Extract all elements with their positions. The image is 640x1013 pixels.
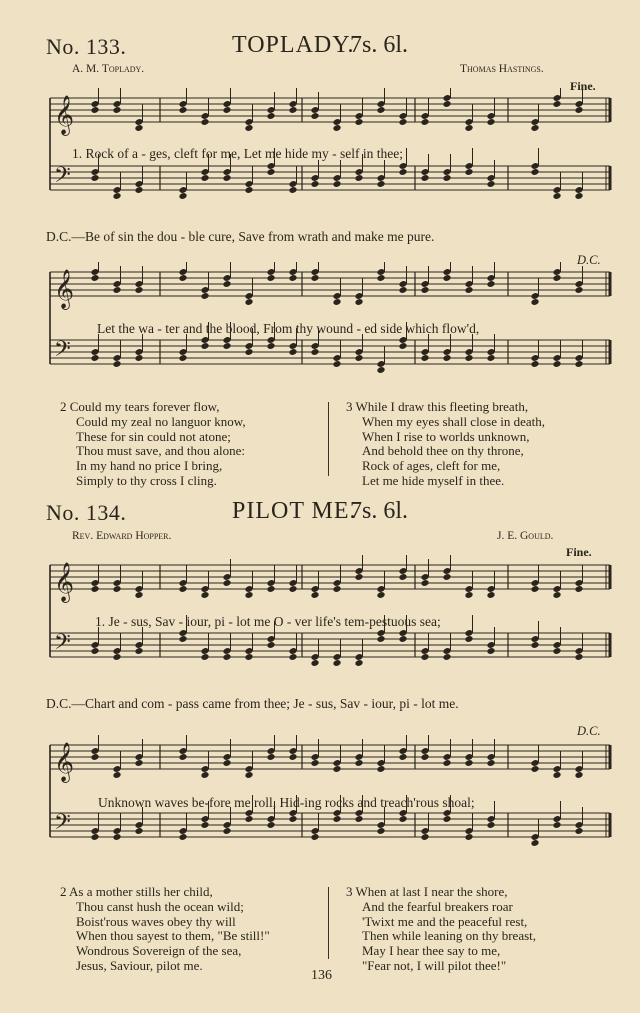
verse-divider xyxy=(328,402,329,476)
notehead xyxy=(420,579,429,587)
notehead xyxy=(442,354,451,362)
notehead xyxy=(530,168,539,176)
notehead xyxy=(112,833,121,841)
notehead xyxy=(354,354,363,362)
notehead xyxy=(244,298,253,306)
notehead xyxy=(266,585,275,593)
notehead xyxy=(200,591,209,599)
notehead xyxy=(134,647,143,655)
verse-line: "Fear not, I will pilot thee!" xyxy=(362,957,507,973)
notehead xyxy=(376,591,385,599)
hymn-133-fine: Fine. xyxy=(570,79,596,93)
notehead xyxy=(178,354,187,362)
notehead xyxy=(310,348,319,356)
notehead xyxy=(244,653,253,661)
notehead xyxy=(464,833,473,841)
notehead xyxy=(266,112,275,120)
verse-line: And behold thee on thy throne, xyxy=(362,443,524,459)
notehead xyxy=(222,827,231,835)
notehead xyxy=(530,765,539,773)
notehead xyxy=(90,753,99,761)
verse-line: When thou sayest to them, "Be still!" xyxy=(76,928,270,944)
hymn-133-verse-3 xyxy=(346,400,545,489)
notehead xyxy=(354,118,363,126)
notehead xyxy=(178,106,187,114)
notehead xyxy=(530,585,539,593)
hymn-134-lyric-dc: D.C.—Chart and com - pass came from thee; Je - sus, Sav - iour, pi - lot me. xyxy=(46,696,459,711)
notehead xyxy=(112,360,121,368)
notehead xyxy=(398,342,407,350)
notehead xyxy=(398,118,407,126)
notehead xyxy=(354,659,363,667)
hymn-133-lyric-2: Let the wa - ter and the blood, From thy wound - ed side which flow'd, xyxy=(97,321,480,336)
notehead xyxy=(266,274,275,282)
notehead xyxy=(486,759,495,767)
notehead xyxy=(90,833,99,841)
verse-line: Boist'rous waves obey thy will xyxy=(76,913,236,929)
notehead xyxy=(420,286,429,294)
notehead xyxy=(134,759,143,767)
notehead xyxy=(178,753,187,761)
notehead xyxy=(464,759,473,767)
notehead xyxy=(178,192,187,200)
notehead xyxy=(222,106,231,114)
verse-line: Jesus, Saviour, pilot me. xyxy=(76,957,203,973)
verse-line: Then while leaning on thy breast, xyxy=(362,928,537,944)
verse-line: And the fearful breakers roar xyxy=(362,898,513,914)
notehead xyxy=(398,753,407,761)
notehead xyxy=(288,274,297,282)
hymn-133-author: A. M. Toplady. xyxy=(72,63,145,75)
notehead xyxy=(442,100,451,108)
notehead xyxy=(530,124,539,132)
notehead xyxy=(398,168,407,176)
notehead xyxy=(574,771,583,779)
notehead xyxy=(530,360,539,368)
hymn-134-fine: Fine. xyxy=(566,545,592,559)
notehead xyxy=(178,585,187,593)
notehead xyxy=(288,585,297,593)
notehead xyxy=(288,186,297,194)
verse-line: These for sin could not atone; xyxy=(76,428,231,444)
notehead xyxy=(574,192,583,200)
notehead xyxy=(244,124,253,132)
notehead xyxy=(112,585,121,593)
notehead xyxy=(90,354,99,362)
notehead xyxy=(420,174,429,182)
notehead xyxy=(288,653,297,661)
notehead xyxy=(398,635,407,643)
notehead xyxy=(222,280,231,288)
notehead xyxy=(442,174,451,182)
verse-line: In my hand no price I bring, xyxy=(76,458,223,474)
hymn-133-composer: Thomas Hastings. xyxy=(460,63,544,75)
hymn-134-lyric-2: Unknown waves be-fore me roll, Hid-ing rocks and treach'rous shoal; xyxy=(98,795,475,810)
notehead xyxy=(200,342,209,350)
notehead xyxy=(442,815,451,823)
page-number: 136 xyxy=(311,968,332,983)
verse-line: 3 While I draw this fleeting breath, xyxy=(346,399,529,414)
verse-line: 2 As a mother stills her child, xyxy=(60,884,213,899)
notehead xyxy=(530,298,539,306)
notehead xyxy=(310,659,319,667)
notehead xyxy=(442,759,451,767)
notehead xyxy=(552,647,561,655)
notehead xyxy=(288,348,297,356)
notehead xyxy=(574,827,583,835)
notehead xyxy=(486,118,495,126)
notehead xyxy=(310,759,319,767)
notehead xyxy=(552,274,561,282)
notehead xyxy=(332,815,341,823)
hymn-133-verse-2 xyxy=(60,400,246,489)
notehead xyxy=(486,280,495,288)
verse-line: 'Twixt me and the peaceful rest, xyxy=(362,913,528,929)
notehead xyxy=(398,573,407,581)
hymn-134-meter: 7s. 6l. xyxy=(350,498,409,524)
notehead xyxy=(464,591,473,599)
notehead xyxy=(134,124,143,132)
notehead xyxy=(310,180,319,188)
verse-divider xyxy=(328,887,329,959)
hymn-134-verse-3 xyxy=(346,885,536,974)
notehead xyxy=(200,118,209,126)
hymn-134-tune: PILOT ME. xyxy=(232,498,357,524)
notehead xyxy=(552,771,561,779)
notehead xyxy=(420,354,429,362)
notehead xyxy=(112,192,121,200)
notehead xyxy=(112,286,121,294)
notehead xyxy=(222,174,231,182)
verse-line: 2 Could my tears forever flow, xyxy=(60,399,220,414)
treble-clef-icon: 𝄞 xyxy=(54,95,75,135)
notehead xyxy=(178,833,187,841)
notehead xyxy=(574,360,583,368)
notehead xyxy=(222,342,231,350)
verse-line: Let me hide myself in thee. xyxy=(362,472,505,488)
notehead xyxy=(420,118,429,126)
verse-line: Simply to thy cross I cling. xyxy=(76,472,217,488)
notehead xyxy=(574,585,583,593)
notehead xyxy=(266,641,275,649)
notehead xyxy=(442,274,451,282)
notehead xyxy=(222,579,231,587)
notehead xyxy=(354,759,363,767)
bass-clef-icon: 𝄢 xyxy=(54,163,71,193)
notehead xyxy=(332,360,341,368)
bass-clef-icon: 𝄢 xyxy=(54,810,71,840)
notehead xyxy=(376,274,385,282)
hymn-134-lyric-1: 1. Je - sus, Sav - iour, pi - lot me O - ver life's tem-pestuous sea; xyxy=(95,614,441,629)
verse-line: Wondrous Sovereign of the sea, xyxy=(76,943,242,959)
notehead xyxy=(310,112,319,120)
notehead xyxy=(266,821,275,829)
notehead xyxy=(266,168,275,176)
notehead xyxy=(112,771,121,779)
hymn-133-tune: TOPLADY. xyxy=(232,32,355,58)
notehead xyxy=(354,815,363,823)
notehead xyxy=(552,821,561,829)
verse-line: When my eyes shall close in death, xyxy=(362,413,546,429)
verse-line: Thou must save, and thou alone: xyxy=(76,443,245,459)
notehead xyxy=(134,827,143,835)
notehead xyxy=(134,186,143,194)
notehead xyxy=(200,771,209,779)
notehead xyxy=(376,106,385,114)
notehead xyxy=(90,274,99,282)
notehead xyxy=(200,174,209,182)
notehead xyxy=(464,168,473,176)
notehead xyxy=(574,106,583,114)
notehead xyxy=(310,591,319,599)
hymn-133-number: No. 133. xyxy=(46,34,127,59)
notehead xyxy=(288,753,297,761)
notehead xyxy=(134,354,143,362)
verse-line: Rock of ages, cleft for me, xyxy=(362,458,501,474)
treble-clef-icon: 𝄞 xyxy=(54,562,75,602)
notehead xyxy=(464,286,473,294)
notehead xyxy=(574,286,583,294)
notehead xyxy=(200,292,209,300)
notehead xyxy=(112,653,121,661)
notehead xyxy=(178,274,187,282)
notehead xyxy=(376,765,385,773)
notehead xyxy=(376,366,385,374)
notehead xyxy=(266,753,275,761)
hymn-134-number: No. 134. xyxy=(46,500,127,525)
verse-line: When I rise to worlds unknown, xyxy=(362,428,530,444)
notehead xyxy=(90,585,99,593)
notehead xyxy=(420,753,429,761)
notehead xyxy=(530,641,539,649)
notehead xyxy=(464,354,473,362)
notehead xyxy=(200,821,209,829)
notehead xyxy=(332,180,341,188)
treble-clef-icon: 𝄞 xyxy=(54,742,75,782)
treble-clef-icon: 𝄞 xyxy=(54,269,75,309)
notehead xyxy=(244,348,253,356)
notehead xyxy=(376,180,385,188)
notehead xyxy=(552,591,561,599)
hymn-134-composer: J. E. Gould. xyxy=(497,530,554,542)
notehead xyxy=(90,174,99,182)
notehead xyxy=(486,354,495,362)
notehead xyxy=(332,585,341,593)
bass-clef-icon: 𝄢 xyxy=(54,337,71,367)
notehead xyxy=(552,100,561,108)
notehead xyxy=(354,174,363,182)
notehead xyxy=(486,821,495,829)
notehead xyxy=(530,839,539,847)
notehead xyxy=(398,286,407,294)
notehead xyxy=(200,653,209,661)
notehead xyxy=(552,360,561,368)
notehead xyxy=(332,659,341,667)
notehead xyxy=(244,815,253,823)
notehead xyxy=(486,180,495,188)
hymn-133-meter: 7s. 6l. xyxy=(350,32,409,58)
notehead xyxy=(442,653,451,661)
notehead xyxy=(332,124,341,132)
notehead xyxy=(464,635,473,643)
notehead xyxy=(90,106,99,114)
bass-clef-icon: 𝄢 xyxy=(54,630,71,660)
notehead xyxy=(90,647,99,655)
notehead xyxy=(376,827,385,835)
notehead xyxy=(420,833,429,841)
notehead xyxy=(332,298,341,306)
notehead xyxy=(354,298,363,306)
notehead xyxy=(112,106,121,114)
notehead xyxy=(486,591,495,599)
notehead xyxy=(376,635,385,643)
hymn-134-dc: D.C. xyxy=(577,724,601,738)
hymn-134-verse-2 xyxy=(60,885,270,974)
notehead xyxy=(244,591,253,599)
notehead xyxy=(332,765,341,773)
notehead xyxy=(464,124,473,132)
notehead xyxy=(574,653,583,661)
notehead xyxy=(222,653,231,661)
notehead xyxy=(552,192,561,200)
hymn-133-lyric-1: 1. Rock of a - ges, cleft for me, Let me hide my - self in thee; xyxy=(72,146,404,161)
notehead xyxy=(442,573,451,581)
notehead xyxy=(134,286,143,294)
verse-line: May I hear thee say to me, xyxy=(362,943,501,959)
hymn-133-dc: D.C. xyxy=(577,253,601,267)
verse-line: Could my zeal no languor know, xyxy=(76,413,246,429)
notehead xyxy=(222,759,231,767)
notehead xyxy=(310,833,319,841)
notehead xyxy=(244,186,253,194)
notehead xyxy=(420,653,429,661)
verse-line: Thou canst hush the ocean wild; xyxy=(76,898,244,914)
notehead xyxy=(354,573,363,581)
notehead xyxy=(486,647,495,655)
notehead xyxy=(288,815,297,823)
notehead xyxy=(288,106,297,114)
notehead xyxy=(398,815,407,823)
hymn-134-author: Rev. Edward Hopper. xyxy=(72,530,172,542)
hymn-133-lyric-dc: D.C.—Be of sin the dou - ble cure, Save from wrath and make me pure. xyxy=(46,229,435,244)
notehead xyxy=(134,591,143,599)
notehead xyxy=(178,635,187,643)
notehead xyxy=(244,771,253,779)
notehead xyxy=(310,274,319,282)
notehead xyxy=(266,342,275,350)
verse-line: 3 When at last I near the shore, xyxy=(346,884,508,899)
